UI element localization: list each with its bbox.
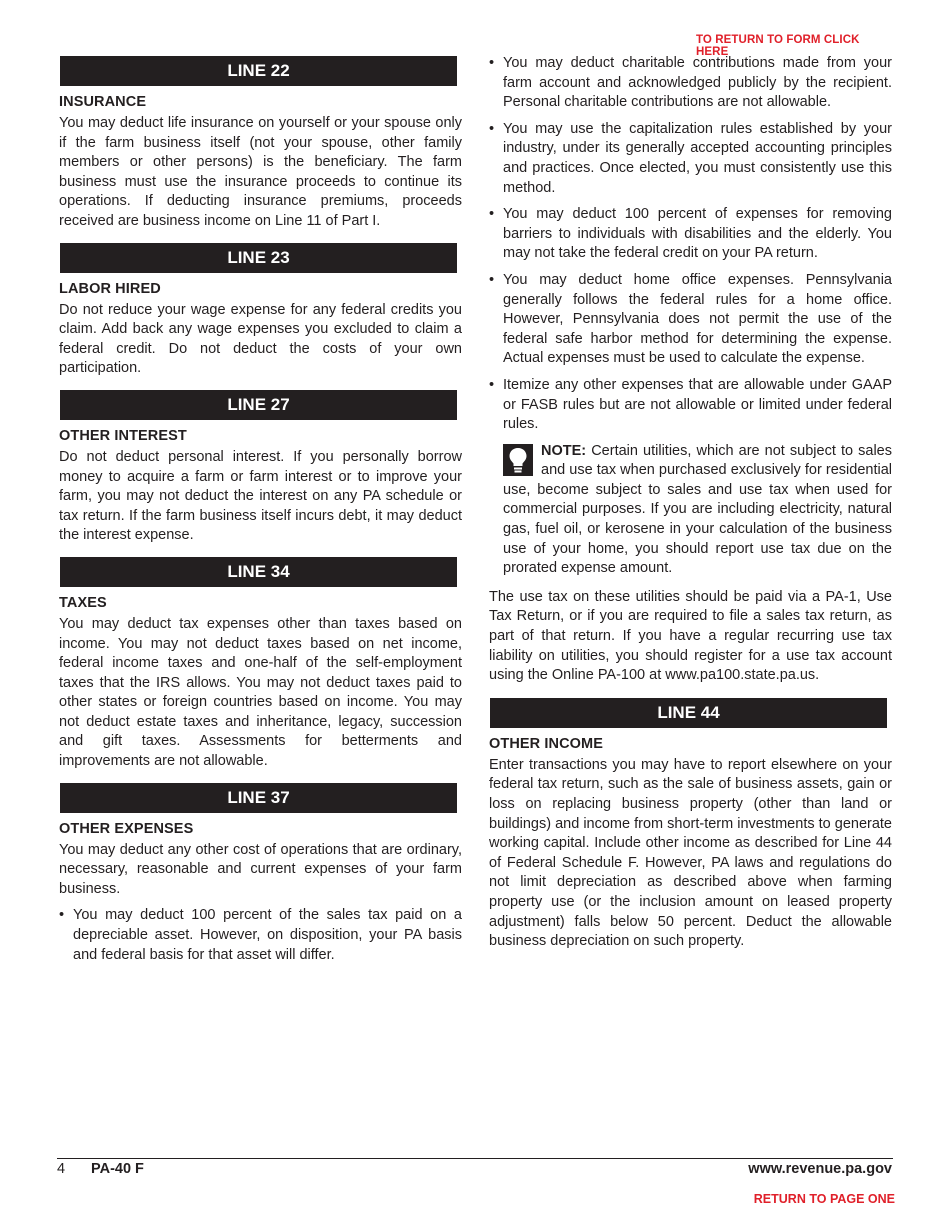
list-item xyxy=(489,120,892,198)
other-interest-heading: OTHER INTEREST xyxy=(59,427,187,444)
right-column xyxy=(489,54,892,952)
footer-divider xyxy=(57,1158,893,1159)
other-expenses-heading: OTHER EXPENSES xyxy=(59,820,194,837)
note-body: Certain utilities, which are not subject to sales and use tax when purchased exclusively for residential use, become subject to sales and use tax when used for commercial purposes. If you are including electricity, natural gas, fuel oil, or kerosene in your calculation of the business use of your home, you should report use tax due on the prorated expense amount. xyxy=(503,442,892,577)
insurance-text: You may deduct life insurance on yourself or your spouse only if the farm business itself (not your spouse, other family members or other persons) is the beneficiary. The farm business must use the insurance proceeds to continue its operations. If deducting insurance premiums, proceeds received are business income on Line 11 of Part I. xyxy=(59,115,462,229)
use-tax-text: The use tax on these utilities should be paid via a PA-1, Use Tax Return, or if you are required to file a sales tax return, as part of that return. If you have a regular recurring use tax liability on utilities, you should register for a use tax account using the Online PA-100 at www.pa100.state.pa.us. xyxy=(489,588,892,684)
note-text xyxy=(503,442,892,579)
labor-hired-text: Do not reduce your wage expense for any federal credits you claim. Add back any wage expenses you excluded to claim a federal credit. Do not deduct the costs of your own participation. xyxy=(59,301,462,377)
bullet-icon: • xyxy=(489,55,495,71)
bullet-text: Itemize any other expenses that are allowable under GAAP or FASB rules but are not allowable or limited under federal rules. xyxy=(503,376,892,433)
insurance-heading: INSURANCE xyxy=(59,94,147,110)
bullet-text: You may deduct 100 percent of expenses for removing barriers to individuals with disabilities and the elderly. You may not take the federal credit on your PA return. xyxy=(503,206,892,262)
bullet-text: You may deduct 100 percent of the sales tax paid on a depreciable asset. However, on disposition, your PA basis and federal basis for that asset will differ. xyxy=(73,907,462,963)
list-item xyxy=(489,205,892,264)
line-27-header: LINE 27 xyxy=(60,390,457,420)
bullet-icon: • xyxy=(489,271,495,288)
line-34-header: LINE 34 xyxy=(60,557,457,587)
lightbulb-icon xyxy=(503,444,533,476)
note-block xyxy=(489,442,892,579)
left-column xyxy=(59,56,462,972)
line-22-header: LINE 22 xyxy=(60,56,457,86)
list-item xyxy=(489,54,892,113)
labor-hired-heading: LABOR HIRED xyxy=(59,280,161,297)
website-link[interactable]: www.revenue.pa.gov xyxy=(748,1161,892,1177)
page-number: 4 xyxy=(57,1161,66,1177)
bullet-text: You may deduct charitable contributions made from your farm account and acknowledged publicly by the recipient. Personal charitable contributions are not allowable. xyxy=(503,55,892,111)
other-income-heading: OTHER INCOME xyxy=(489,735,603,752)
list-item xyxy=(489,376,892,435)
line-23-header: LINE 23 xyxy=(60,243,457,273)
bullet-text: You may use the capitalization rules established by your industry, under its generally accepted accounting principles and practices. Once elected, you must consistently use this method. xyxy=(503,120,892,196)
taxes-heading: TAXES xyxy=(59,594,107,611)
other-interest-text: Do not deduct personal interest. If you personally borrow money to acquire a farm or farm interest or to improve your farm, you may not deduct the interest on any PA schedule or tax return. If the farm business itself incurs debt, it may deduct the interest expense. xyxy=(59,448,462,544)
note-label: NOTE: xyxy=(541,442,587,459)
other-expenses-text: You may deduct any other cost of operations that are ordinary, necessary, reasonable and current expenses of your farm business. xyxy=(59,841,462,897)
list-item xyxy=(59,906,462,965)
line-44-header: LINE 44 xyxy=(490,698,887,728)
bullet-icon: • xyxy=(489,206,495,223)
form-name: PA-40 F xyxy=(91,1161,144,1177)
list-item xyxy=(489,271,892,369)
bullet-icon: • xyxy=(489,376,495,393)
bullet-icon: • xyxy=(59,907,65,924)
bullet-icon: • xyxy=(489,120,495,137)
return-to-page-one-link[interactable]: RETURN TO PAGE ONE xyxy=(753,1192,895,1206)
taxes-text: You may deduct tax expenses other than taxes based on income. You may not deduct taxes based on net income, federal income taxes and one-half of the self-employment taxes that the IRS allows. You may not deduct taxes paid to other states or foreign countries based on income. You may not deduct estate taxes and inheritance, legacy, succession and gift taxes. Assessments for betterments and improvements are not allowable. xyxy=(59,615,462,770)
other-income-text: Enter transactions you may have to report elsewhere on your federal tax return, such as the sale of business assets, gain or loss on replacing business property (other than land or buildings) and income from short-term investments to generate working capital. Include other income as described for Line 44 of Federal Schedule F. However, PA laws and regulations do not limit depreciation as described above when farming property use (or the inclusion amount on leased property adjustment) falls below 50 percent. Deduct the allowable business depreciation on such property. xyxy=(489,756,892,950)
bullet-text: You may deduct home office expenses. Pennsylvania generally follows the federal rules for a home office. However, Pennsylvania does not permit the use of the federal safe harbor method for determining the expense. Actual expenses must be used to calculate the expense. xyxy=(503,271,892,367)
return-to-form-link[interactable]: TO RETURN TO FORM CLICK HERE xyxy=(696,34,860,58)
line-37-header: LINE 37 xyxy=(60,783,457,813)
